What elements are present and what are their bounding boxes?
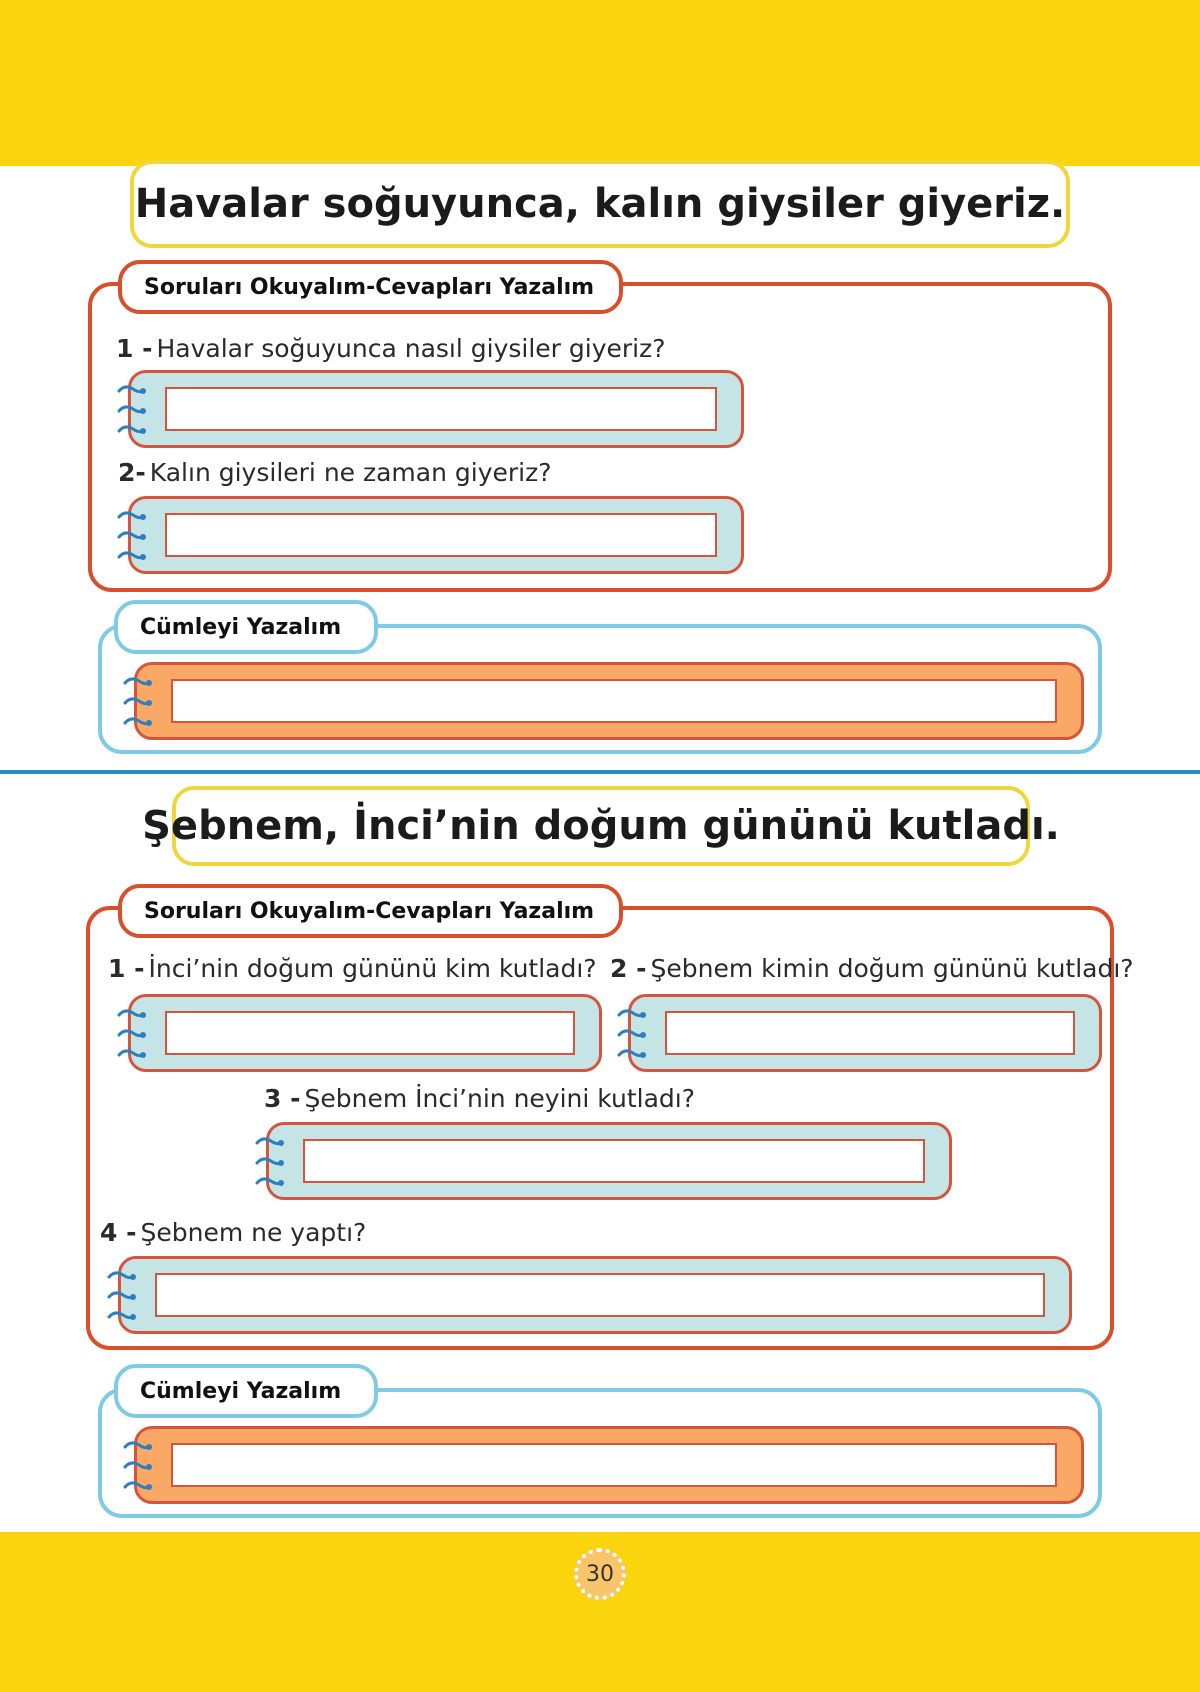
questions-tab-1: Soruları Okuyalım-Cevapları Yazalım (118, 260, 623, 314)
spiral-ring-icon (123, 677, 153, 689)
answer-field[interactable] (165, 387, 717, 431)
answer-field[interactable] (155, 1273, 1045, 1317)
question-text: Şebnem İnci’nin neyini kutladı? (304, 1084, 695, 1113)
spiral-ring-icon (117, 1029, 147, 1041)
spiral-ring-icon (617, 1049, 647, 1061)
sentence-field[interactable] (171, 679, 1057, 723)
question-text: İnci’nin doğum gününü kim kutladı? (148, 954, 597, 983)
spiral-ring-icon (107, 1271, 137, 1283)
spiral-ring-icon (123, 697, 153, 709)
top-yellow-band (0, 0, 1200, 166)
question-number: 2- (118, 458, 146, 487)
spiral-ring-icon (117, 551, 147, 563)
answer-field[interactable] (165, 513, 717, 557)
spiral-ring-icon (123, 1461, 153, 1473)
answer-field[interactable] (303, 1139, 925, 1183)
question-number: 1 - (108, 954, 145, 983)
question-2-4 (100, 1220, 366, 1245)
question-number: 1 - (116, 334, 153, 363)
answer-pad-1-2 (128, 496, 744, 574)
spiral-ring-icon (123, 1481, 153, 1493)
answer-field[interactable] (665, 1011, 1075, 1055)
page-number: 30 (586, 1561, 614, 1587)
answer-field[interactable] (165, 1011, 575, 1055)
spiral-ring-icon (123, 717, 153, 729)
spiral-ring-icon (107, 1291, 137, 1303)
question-1-1 (116, 336, 666, 361)
question-1-2 (118, 460, 552, 485)
spiral-ring-icon (117, 1049, 147, 1061)
question-text: Şebnem kimin doğum gününü kutladı? (650, 954, 1134, 983)
sentence-tab-2: Cümleyi Yazalım (114, 1364, 378, 1418)
question-number: 3 - (264, 1084, 301, 1113)
answer-pad-2-4 (118, 1256, 1072, 1334)
question-text: Havalar soğuyunca nasıl giysiler giyeriz? (156, 334, 666, 363)
spiral-ring-icon (123, 1441, 153, 1453)
spiral-ring-icon (255, 1157, 285, 1169)
sentence-title-1: Havalar soğuyunca, kalın giysiler giyeriz. (130, 160, 1070, 248)
question-number: 4 - (100, 1218, 137, 1247)
spiral-ring-icon (255, 1177, 285, 1189)
question-2-2 (610, 956, 1134, 981)
sentence-pad-1 (134, 662, 1084, 740)
spiral-ring-icon (117, 405, 147, 417)
sentence-title-2: Şebnem, İnci’nin doğum gününü kutladı. (172, 786, 1030, 866)
spiral-ring-icon (117, 385, 147, 397)
spiral-ring-icon (255, 1137, 285, 1149)
spiral-ring-icon (617, 1029, 647, 1041)
question-2-3 (264, 1086, 695, 1111)
spiral-ring-icon (617, 1009, 647, 1021)
spiral-ring-icon (117, 425, 147, 437)
sentence-tab-1: Cümleyi Yazalım (114, 600, 378, 654)
question-number: 2 - (610, 954, 647, 983)
spiral-ring-icon (117, 511, 147, 523)
answer-pad-1-1 (128, 370, 744, 448)
questions-tab-2: Soruları Okuyalım-Cevapları Yazalım (118, 884, 623, 938)
answer-pad-2-1 (128, 994, 602, 1072)
spiral-ring-icon (117, 531, 147, 543)
question-text: Şebnem ne yaptı? (140, 1218, 367, 1247)
answer-pad-2-2 (628, 994, 1102, 1072)
question-2-1 (108, 956, 597, 981)
question-text: Kalın giysileri ne zaman giyeriz? (149, 458, 552, 487)
answer-pad-2-3 (266, 1122, 952, 1200)
section-divider (0, 770, 1200, 774)
page-number-badge (574, 1548, 626, 1600)
spiral-ring-icon (107, 1311, 137, 1323)
sentence-field[interactable] (171, 1443, 1057, 1487)
spiral-ring-icon (117, 1009, 147, 1021)
sentence-pad-2 (134, 1426, 1084, 1504)
